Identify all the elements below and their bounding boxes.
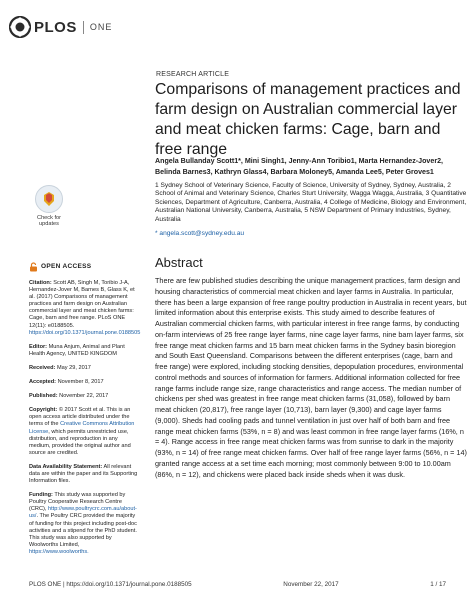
published-label: Published: [29,393,58,400]
accepted-block [29,379,139,386]
plos-logo-icon [9,16,31,38]
check-for-updates-badge[interactable] [31,185,67,230]
open-access-label [29,262,139,272]
page-number: 1 / 17 [430,581,446,588]
abstract-text: There are few published studies describing the unique management practices, farm design and housing characteristics of commercial meat chicken and layer farms in Australia. In particular, there has been a large expansion of free range poultry production in Australia in recent years, but limited information about this enterprise exists. This study aimed to describe features of Australian commercial chicken farms, with particular interest in free range farms, by conducting on-farm interviews of 25 free range layer farms, nine cage layer farms, nine barn layer farms, six free range meat chicken farms and 15 barn meat chicken farms in the Sydney basin bioregion and South East Queensland. Comparisons between the different enterprises (cage, barn and free range) were explored, including stocking densities, depopulation procedures, environmental control methods and sources of information for farmers. Additional information collected for free range farms include range size, range characteristics and range access. The median number of chickens per shed was greatest in free range meat chicken farms (31,058), followed by barn meat chicken (20,817), free range layer (10,713), barn layer (9,300) and cage layer farms (9,000). Sheds had cooling pads and tunnel ventilation in just over half of both barn and free range meat chicken farms (53%, n = 8) and was least common in free range layer farms (16%, n = 4). Range access in free range meat chicken farms was from sunrise to dark in the majority (93%, n = 14) of free range meat chicken farms. Over half of free range layer farms (56%, n = 14) granted range access at a set time each morning; most commonly between 9:00 to 10.00am (86%, n = 12), and chickens were placed back inside sheds when it was dusk. [155,276,467,479]
article-type: RESEARCH ARTICLE [156,71,230,78]
data-availability-block [29,464,139,485]
published-block [29,393,139,400]
editor-label: Editor: [29,343,48,350]
open-access-text: OPEN ACCESS [41,263,92,271]
copyright-text-rest: , which permits unrestricted use, distribution, and reproduction in any medium, provided the original author and source are credited. [29,428,131,456]
citation-label: Citation: [29,280,52,286]
badge-label: Check for updates [37,215,61,228]
accepted-date: November 8, 2017 [57,379,104,386]
data-availability-text: All relevant data are within the paper and its Supporting Information files. [29,463,138,485]
funding-text: This study was supported by Poultry Cooperative Research Centre (CRC), [29,492,126,513]
page-footer [29,581,446,588]
funding-label: Funding: [29,492,53,499]
journal-logo [9,16,112,38]
data-availability-label: Data Availability Statement: [29,463,103,470]
journal-subname: ONE [89,22,113,32]
abstract-heading: Abstract [155,255,203,270]
received-block [29,365,139,372]
received-label: Received: [29,364,56,371]
article-info-sidebar [29,262,139,563]
author-list: Angela Bullanday Scott1*, Mini Singh1, Jenny-Ann Toribio1, Marta Hernandez-Jover2, Belinda Barnes3, Kathryn Glass4, Barbara Moloney5, Amanda Lee5, Peter Groves1 [155,157,444,176]
copyright-text: © 2017 Scott et al. This is an open access article distributed under the terms of the [29,407,131,428]
footer-date: November 22, 2017 [283,581,339,588]
citation-block [29,280,139,337]
article-title: Comparisons of management practices and farm design on Australian commercial layer and meat chicken farms: Cage, barn and free range [155,81,461,158]
citation-doi-link[interactable]: https://doi.org/10.1371/journal.pone.0188505 [29,329,141,336]
poultry-crc-link[interactable]: http://www.poultrycrc.com.au/about-us/ [29,506,137,520]
copyright-block [29,407,139,457]
license-link[interactable]: Creative Commons Attribution License [29,421,135,435]
corresponding-email[interactable]: * angela.scott@sydney.edu.au [155,230,245,237]
received-date: May 29, 2017 [57,364,91,371]
funding-block [29,492,139,556]
published-date: November 22, 2017 [59,393,109,400]
update-icon [35,185,63,213]
footer-journal-doi[interactable]: PLOS ONE | https://doi.org/10.1371/journal.pone.0188505 [29,581,192,588]
woolworths-link[interactable]: https://www.woolworths. [29,548,89,555]
funding-text-2: . The Poultry CRC provided the majority of funding for this project including post-doc activities and a stipend for the PhD student. This study was also supported by Woolworths Limited, [29,513,137,548]
logo-divider [83,21,84,34]
accepted-label: Accepted: [29,379,57,386]
editor-text: Muna Anjum, Animal and Plant Health Agency, UNITED KINGDOM [29,343,125,357]
journal-name: PLOS [34,18,77,36]
affiliations: 1 Sydney School of Veterinary Science, Faculty of Science, University of Sydney, Sydney, Australia, 2 School of Animal and Veterinary Science, Charles Sturt University, Wagga Wagga, Australia, 3 Quantitative Sciences, Department of Agriculture, Canberra, Australia, 4 College of Medicine, Biology and Environment, Australian National University, Canberra, Australia, 5 NSW Department of Primary Industries, Sydney, Australia [155,182,467,223]
editor-block [29,344,139,358]
open-lock-icon [29,262,38,272]
citation-text: Scott AB, Singh M, Toribio J-A, Hernandez-Jover M, Barnes B, Glass K, et al. (2017) Comparisons of management practices and farm design on Australian commercial layer and meat chicken farms: Cage, barn and free range. PLoS ONE 12(11): e0188505. [29,280,135,329]
copyright-label: Copyright: [29,407,58,414]
